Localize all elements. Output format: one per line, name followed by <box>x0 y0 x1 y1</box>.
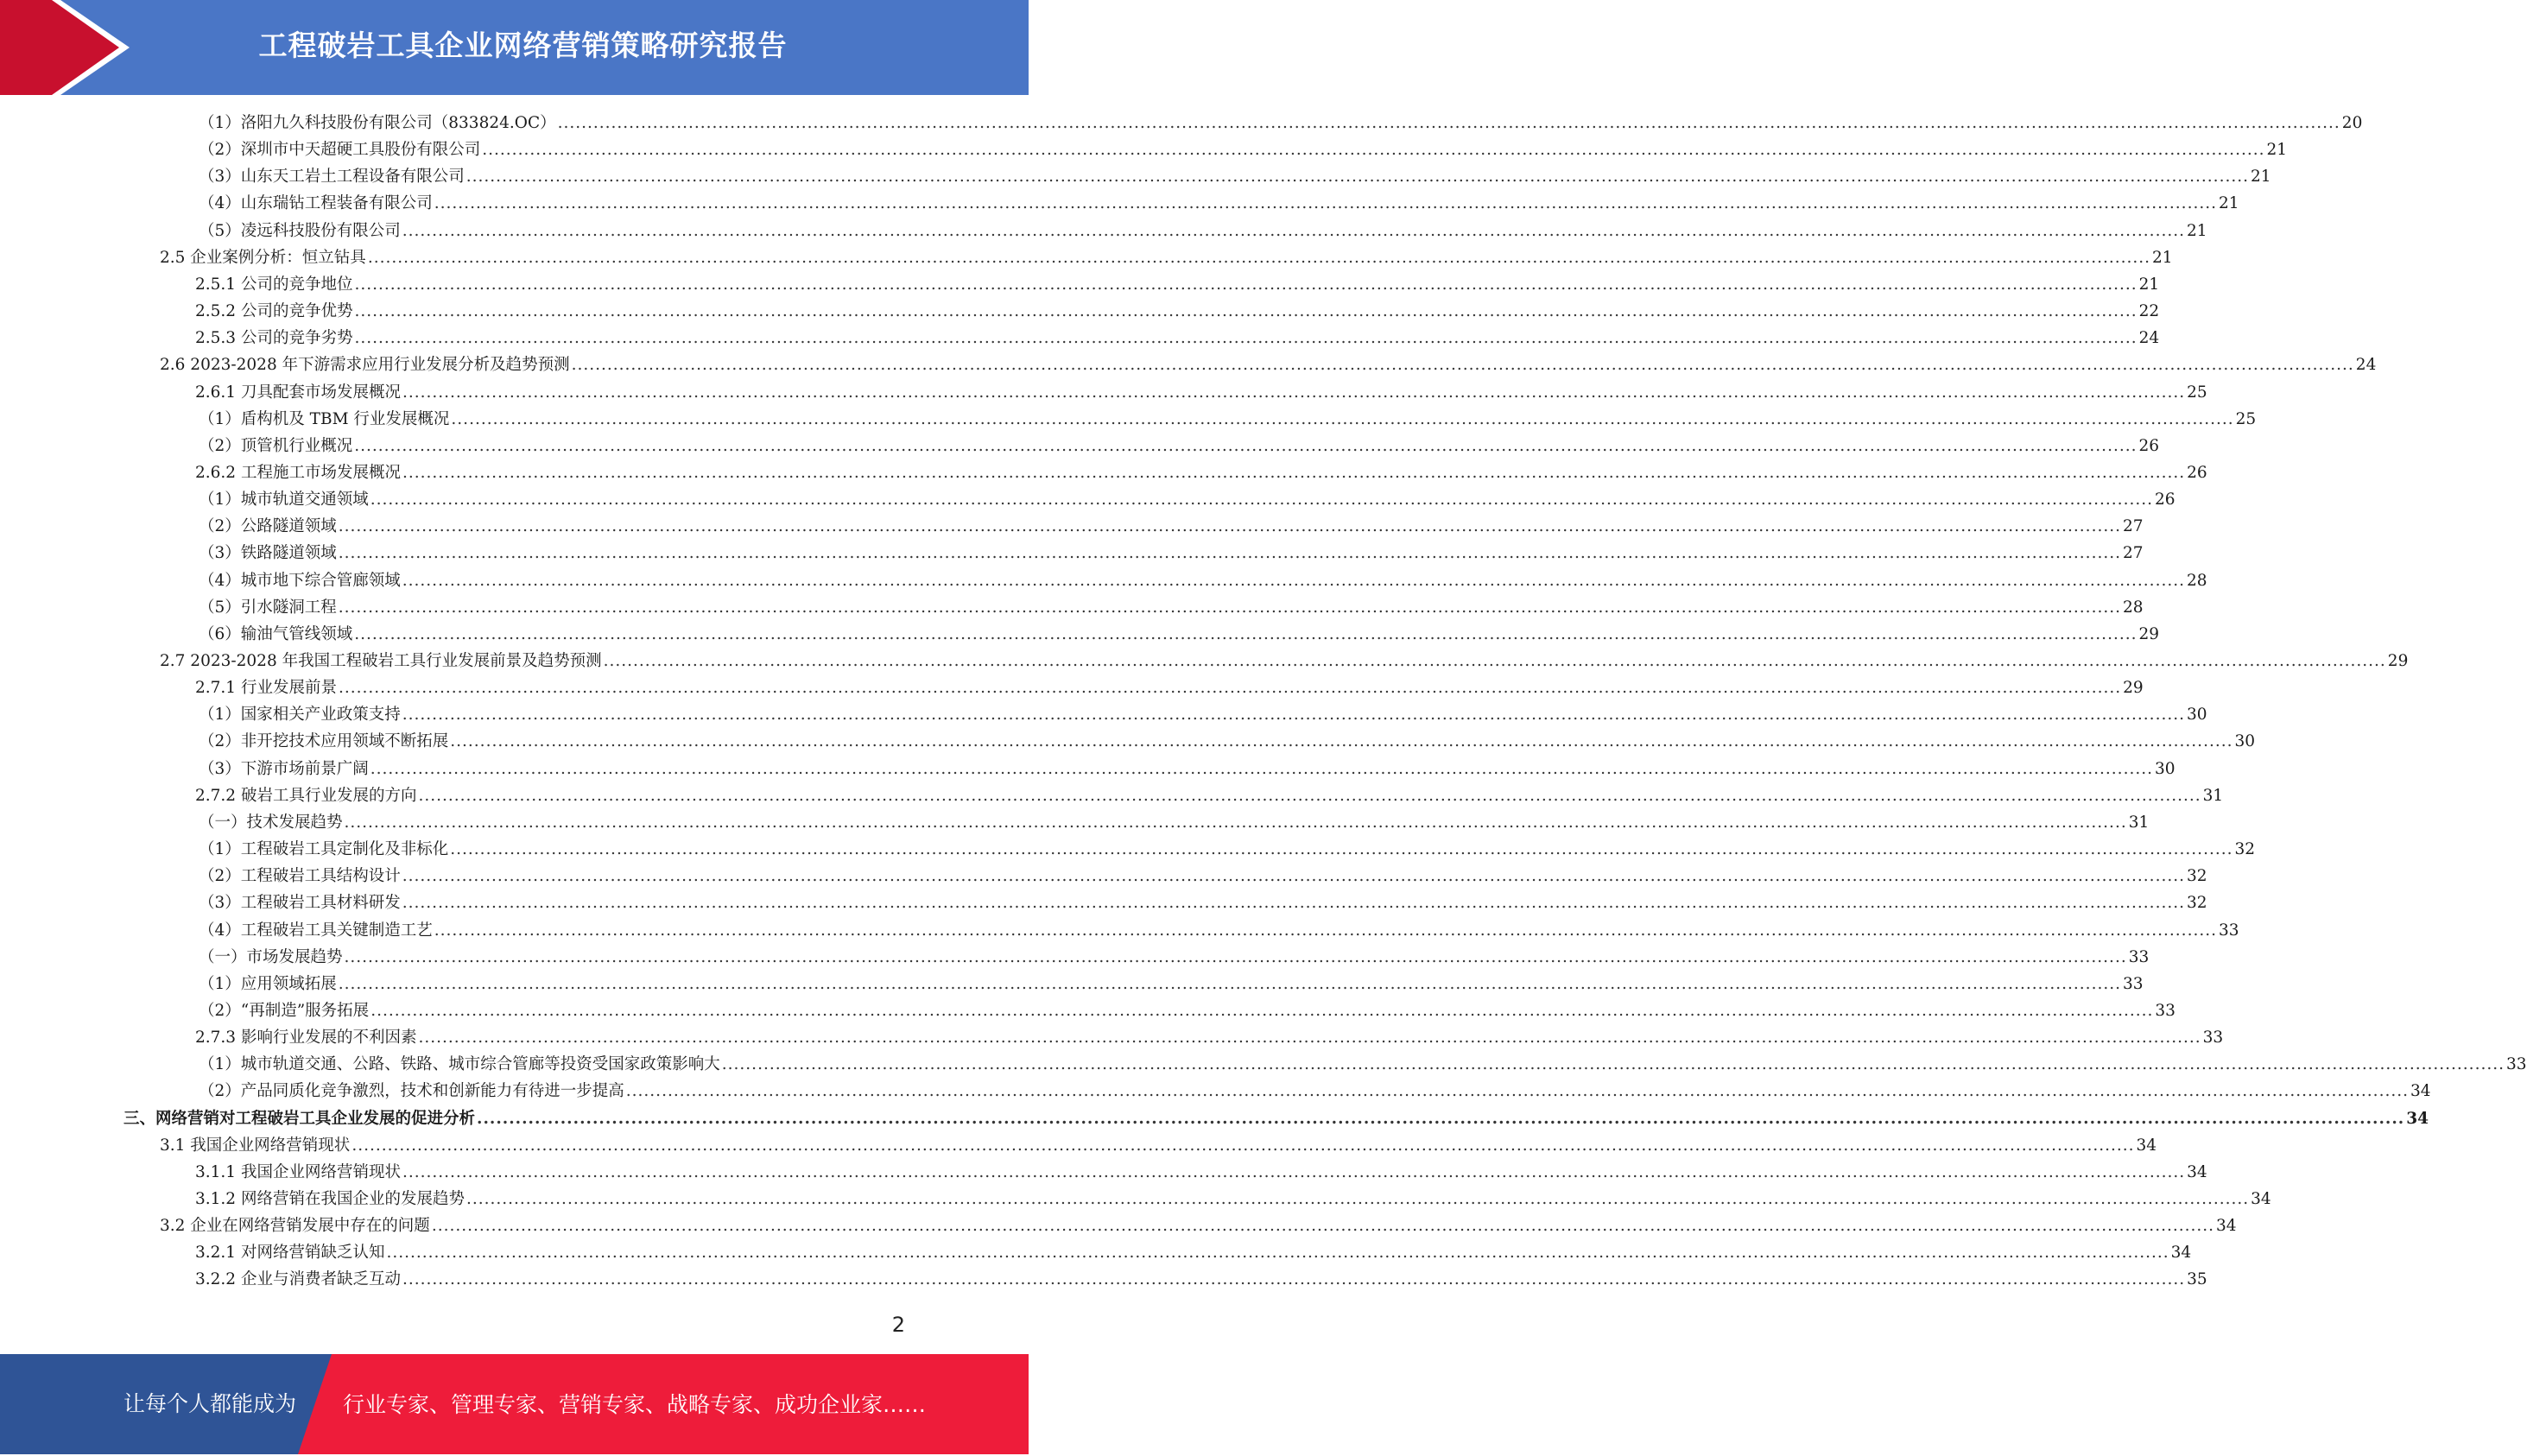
toc-entry-label: （1）城市轨道交通、公路、铁路、城市综合管廊等投资受国家政策影响大 <box>199 1055 720 1074</box>
toc-entry-page: 21 <box>2186 221 2207 240</box>
toc-entry[interactable] <box>195 1239 2192 1266</box>
toc-entry-label: 2.7.2 破岩工具行业发展的方向 <box>195 786 417 805</box>
toc-entry[interactable] <box>199 540 2144 567</box>
toc-entry[interactable] <box>199 190 2239 217</box>
toc-entry[interactable] <box>199 1078 2431 1105</box>
toc-entry-label: （5）引水隧洞工程 <box>199 598 337 617</box>
toc-entry-label: （2）公路隧道领域 <box>199 517 337 536</box>
toc-entry[interactable] <box>199 486 2176 513</box>
toc-entry[interactable] <box>199 756 2176 782</box>
toc-entry-page: 32 <box>2186 894 2207 913</box>
toc-entry-page: 21 <box>2138 275 2160 294</box>
toc-leader-dots: ............................................................................................................................................................................................................................................................................................................ <box>418 1029 2201 1048</box>
toc-entry-page: 33 <box>2122 974 2144 993</box>
toc-leader-dots: ............................................................................................................................................................................................................................................................................................................ <box>477 1109 2405 1128</box>
toc-leader-dots: ............................................................................................................................................................................................................................................................................................................ <box>450 840 2233 859</box>
toc-leader-dots: ............................................................................................................................................................................................................................................................................................................ <box>402 867 2185 886</box>
toc-entry-page: 33 <box>2128 947 2150 966</box>
toc-entry[interactable] <box>160 244 2173 271</box>
toc-entry-label: （2）顶管机行业概况 <box>199 436 353 455</box>
toc-entry-page: 30 <box>2234 732 2256 751</box>
toc-entry-label: （4）城市地下综合管廊领域 <box>199 571 401 590</box>
toc-entry[interactable] <box>160 1212 2237 1239</box>
toc-entry-page: 30 <box>2186 706 2207 725</box>
toc-entry[interactable] <box>195 674 2144 701</box>
toc-leader-dots: ............................................................................................................................................................................................................................................................................................................ <box>603 652 2386 670</box>
toc-entry-label: （3）山东天工岩土工程设备有限公司 <box>199 168 465 187</box>
toc-entry-page: 31 <box>2202 786 2224 805</box>
toc-entry-page: 20 <box>2341 114 2363 132</box>
toc-entry-page: 34 <box>2170 1244 2192 1263</box>
toc-entry-label: （1）洛阳九久科技股份有限公司（833824.OC） <box>199 114 556 132</box>
toc-entry-label: 2.6.1 刀具配套市场发展概况 <box>195 383 401 402</box>
toc-leader-dots: ............................................................................................................................................................................................................................................................................................................ <box>338 974 2121 993</box>
toc-entry[interactable] <box>195 298 2160 325</box>
toc-entry-page: 35 <box>2187 1270 2207 1289</box>
toc-entry[interactable] <box>195 1159 2207 1186</box>
toc-leader-dots: ............................................................................................................................................................................................................................................................................................................ <box>386 1244 2169 1263</box>
toc-leader-dots: ............................................................................................................................................................................................................................................................................................................ <box>344 947 2127 966</box>
toc-entry-page: 29 <box>2138 624 2160 643</box>
toc-entry-page: 21 <box>2266 141 2288 160</box>
toc-entry-page: 25 <box>2235 409 2257 428</box>
toc-entry-label: （3）下游市场前景广阔 <box>199 759 369 778</box>
toc-leader-dots: ............................................................................................................................................................................................................................................................................................................ <box>354 436 2138 455</box>
toc-entry-label: （2）非开挖技术应用领域不断拓展 <box>199 732 449 751</box>
toc-leader-dots: ............................................................................................................................................................................................................................................................................................................ <box>402 221 2185 240</box>
toc-leader-dots: ............................................................................................................................................................................................................................................................................................................ <box>402 1162 2186 1181</box>
toc-entry-page: 26 <box>2187 463 2207 482</box>
toc-entry[interactable] <box>195 1186 2271 1212</box>
toc-entry-page: 27 <box>2122 517 2144 536</box>
toc-leader-dots: ............................................................................................................................................................................................................................................................................................................ <box>625 1082 2409 1101</box>
footer-slogan-left: 让每个人都能成为 <box>124 1391 297 1416</box>
toc-entry-label: （2）工程破岩工具结构设计 <box>199 867 401 886</box>
toc-entry-label: （一）技术发展趋势 <box>199 813 343 832</box>
toc-entry[interactable] <box>160 648 2409 674</box>
toc-entry-label: （3）工程破岩工具材料研发 <box>199 894 401 913</box>
toc-leader-dots: ............................................................................................................................................................................................................................................................................................................ <box>370 759 2153 778</box>
toc-leader-dots: ............................................................................................................................................................................................................................................................................................................ <box>354 275 2138 294</box>
toc-leader-dots: ............................................................................................................................................................................................................................................................................................................ <box>402 571 2185 590</box>
toc-entry[interactable] <box>199 621 2160 648</box>
toc-entry-label: 2.5.3 公司的竞争劣势 <box>195 329 353 348</box>
toc-entry-label: 2.5.2 公司的竞争优势 <box>195 302 353 321</box>
toc-entry[interactable] <box>199 513 2144 540</box>
toc-leader-dots: ............................................................................................................................................................................................................................................................................................................ <box>721 1055 2505 1074</box>
toc-entry-label: （3）铁路隧道领域 <box>199 544 337 563</box>
toc-entry-page: 29 <box>2123 679 2144 698</box>
toc-leader-dots: ............................................................................................................................................................................................................................................................................................................ <box>338 517 2121 536</box>
toc-entry[interactable] <box>199 944 2150 971</box>
toc-entry-page: 26 <box>2154 491 2176 510</box>
toc-entry[interactable] <box>199 136 2288 163</box>
toc-leader-dots: ............................................................................................................................................................................................................................................................................................................ <box>402 706 2185 725</box>
toc-leader-dots: ............................................................................................................................................................................................................................................................................................................ <box>466 168 2249 187</box>
toc-entry-page: 31 <box>2128 813 2150 832</box>
toc-leader-dots: ............................................................................................................................................................................................................................................................................................................ <box>402 383 2186 402</box>
toc-entry[interactable] <box>199 218 2207 244</box>
toc-entry[interactable] <box>199 567 2207 594</box>
toc-leader-dots: ............................................................................................................................................................................................................................................................................................................ <box>482 141 2265 160</box>
toc-entry-label: （1）工程破岩工具定制化及非标化 <box>199 840 449 859</box>
toc-entry[interactable] <box>195 1266 2207 1293</box>
toc-entry[interactable] <box>199 863 2207 889</box>
toc-leader-dots: ............................................................................................................................................................................................................................................................................................................ <box>402 1270 2186 1289</box>
footer-slogan-right: 行业专家、管理专家、营销专家、战略专家、成功企业家…… <box>343 1392 927 1417</box>
report-title: 工程破岩工具企业网络营销策略研究报告 <box>258 28 788 62</box>
toc-leader-dots: ............................................................................................................................................................................................................................................................................................................ <box>402 463 2186 482</box>
toc-entry-page: 21 <box>2250 168 2271 187</box>
toc-entry-page: 34 <box>2406 1109 2429 1128</box>
toc-entry-label: 2.7.3 影响行业发展的不利因素 <box>195 1029 417 1048</box>
toc-entry-page: 21 <box>2152 248 2173 267</box>
toc-leader-dots: ............................................................................................................................................................................................................................................................................................................ <box>434 194 2217 213</box>
toc-entry-label: 2.7.1 行业发展前景 <box>195 679 337 698</box>
page-number: 2 <box>891 1313 905 1337</box>
toc-entry-page: 26 <box>2138 436 2160 455</box>
toc-entry-page: 33 <box>2218 921 2239 940</box>
toc-entry-page: 24 <box>2138 329 2160 348</box>
toc-entry[interactable] <box>199 971 2144 997</box>
toc-entry[interactable] <box>199 110 2363 136</box>
toc-entry-label: （1）盾构机及 TBM 行业发展概况 <box>199 409 450 428</box>
toc-entry-page: 29 <box>2387 652 2409 670</box>
toc-entry-label: 2.5 企业案例分析：恒立钻具 <box>160 248 366 267</box>
toc-entry-label: 3.1.1 我国企业网络营销现状 <box>195 1162 401 1181</box>
toc-entry-page: 33 <box>2155 1001 2176 1020</box>
toc-leader-dots: ............................................................................................................................................................................................................................................................................................................ <box>434 921 2217 940</box>
toc-entry-label: 3.2.2 企业与消费者缺乏互动 <box>195 1270 401 1289</box>
toc-leader-dots: ............................................................................................................................................................................................................................................................................................................ <box>571 356 2354 375</box>
toc-leader-dots: ............................................................................................................................................................................................................................................................................................................ <box>338 598 2121 617</box>
toc-entry[interactable] <box>199 809 2150 836</box>
toc-entry-page: 33 <box>2202 1029 2224 1048</box>
toc-entry-page: 34 <box>2136 1136 2157 1155</box>
toc-entry-label: （1）国家相关产业政策支持 <box>199 706 401 725</box>
toc-entry[interactable] <box>195 271 2160 298</box>
toc-entry-label: （一）市场发展趋势 <box>199 947 343 966</box>
toc-entry-label: （2）深圳市中天超硬工具股份有限公司 <box>199 141 481 160</box>
toc-entry-label: （1）城市轨道交通领域 <box>199 491 369 510</box>
toc-entry[interactable] <box>199 433 2160 459</box>
toc-entry-page: 25 <box>2187 383 2207 402</box>
toc-entry-label: （6）输油气管线领域 <box>199 624 353 643</box>
toc-entry-page: 34 <box>2216 1217 2237 1236</box>
toc-entry[interactable] <box>199 594 2144 621</box>
toc-leader-dots: ............................................................................................................................................................................................................................................................................................................ <box>354 302 2138 321</box>
toc-leader-dots: ............................................................................................................................................................................................................................................................................................................ <box>402 894 2185 913</box>
toc-entry-label: （2）产品同质化竞争激烈，技术和创新能力有待进一步提高 <box>199 1082 624 1101</box>
toc-entry-page: 34 <box>2410 1082 2431 1101</box>
toc-entry-label: （1）应用领域拓展 <box>199 974 337 993</box>
toc-entry[interactable] <box>160 1132 2157 1159</box>
toc-entry-page: 32 <box>2186 867 2207 886</box>
footer-banner <box>0 1354 1029 1454</box>
toc-entry[interactable] <box>199 728 2256 755</box>
toc-entry-label: （4）工程破岩工具关键制造工艺 <box>199 921 433 940</box>
toc-leader-dots: ............................................................................................................................................................................................................................................................................................................ <box>466 1190 2250 1208</box>
toc-entry-label: 2.7 2023-2028 年我国工程破岩工具行业发展前景及趋势预测 <box>160 652 602 670</box>
report-header <box>0 0 1029 95</box>
toc-leader-dots: ............................................................................................................................................................................................................................................................................................................ <box>450 732 2233 751</box>
toc-entry-page: 34 <box>2187 1162 2207 1181</box>
toc-entry-label: 三、网络营销对工程破岩工具企业发展的促进分析 <box>124 1109 476 1128</box>
toc-leader-dots: ............................................................................................................................................................................................................................................................................................................ <box>370 491 2153 510</box>
toc-entry-label: 2.6 2023-2028 年下游需求应用行业发展分析及趋势预测 <box>160 356 570 375</box>
toc-entry-page: 34 <box>2251 1190 2271 1208</box>
toc-leader-dots: ............................................................................................................................................................................................................................................................................................................ <box>352 1136 2135 1155</box>
toc-entry-label: 3.1 我国企业网络营销现状 <box>160 1136 351 1155</box>
toc-entry-page: 30 <box>2154 759 2176 778</box>
toc-entry-page: 32 <box>2234 840 2256 859</box>
toc-leader-dots: ............................................................................................................................................................................................................................................................................................................ <box>338 679 2122 698</box>
toc-entry-page: 21 <box>2218 194 2239 213</box>
toc-leader-dots: ............................................................................................................................................................................................................................................................................................................ <box>557 114 2340 132</box>
toc-entry[interactable] <box>199 889 2207 916</box>
toc-entry[interactable] <box>199 836 2256 863</box>
toc-entry-page: 33 <box>2505 1055 2527 1074</box>
toc-leader-dots: ............................................................................................................................................................................................................................................................................................................ <box>418 786 2201 805</box>
toc-leader-dots: ............................................................................................................................................................................................................................................................................................................ <box>354 624 2138 643</box>
toc-entry[interactable] <box>195 459 2207 486</box>
toc-entry-page: 28 <box>2186 571 2207 590</box>
toc-entry-page: 28 <box>2122 598 2144 617</box>
toc-entry-label: （5）凌远科技股份有限公司 <box>199 221 401 240</box>
toc-leader-dots: ............................................................................................................................................................................................................................................................................................................ <box>338 544 2121 563</box>
toc-entry-label: 3.2 企业在网络营销发展中存在的问题 <box>160 1217 430 1236</box>
toc-entry-label: 2.5.1 公司的竞争地位 <box>195 275 353 294</box>
toc-entry-label: 2.6.2 工程施工市场发展概况 <box>195 463 401 482</box>
toc-leader-dots: ............................................................................................................................................................................................................................................................................................................ <box>344 813 2127 832</box>
toc-entry[interactable] <box>199 406 2257 433</box>
toc-entry[interactable] <box>195 1024 2224 1051</box>
toc-entry-label: 3.1.2 网络营销在我国企业的发展趋势 <box>195 1190 465 1208</box>
toc-entry[interactable] <box>199 1051 2527 1078</box>
toc-entry[interactable] <box>195 379 2207 406</box>
toc-entry[interactable] <box>195 325 2160 351</box>
toc-entry[interactable] <box>195 782 2224 809</box>
toc-leader-dots: ............................................................................................................................................................................................................................................................................................................ <box>370 1001 2154 1020</box>
toc-entry[interactable] <box>199 701 2207 728</box>
toc-leader-dots: ............................................................................................................................................................................................................................................................................................................ <box>367 248 2150 267</box>
toc-entry[interactable] <box>199 163 2271 190</box>
toc-entry[interactable] <box>160 351 2377 378</box>
toc-entry-label: （4）山东瑞钻工程装备有限公司 <box>199 194 433 213</box>
toc-entry-label: 3.2.1 对网络营销缺乏认知 <box>195 1244 385 1263</box>
toc-entry[interactable] <box>124 1105 2429 1132</box>
toc-entry-page: 24 <box>2355 356 2377 375</box>
toc-entry-page: 27 <box>2122 544 2144 563</box>
toc-leader-dots: ............................................................................................................................................................................................................................................................................................................ <box>451 409 2234 428</box>
toc-entry-page: 22 <box>2138 302 2160 321</box>
toc-leader-dots: ............................................................................................................................................................................................................................................................................................................ <box>354 329 2138 348</box>
toc-entry-label: （2）“再制造”服务拓展 <box>199 1001 370 1020</box>
toc-entry[interactable] <box>199 917 2239 944</box>
toc-entry[interactable] <box>199 997 2176 1024</box>
toc-leader-dots: ............................................................................................................................................................................................................................................................................................................ <box>431 1217 2214 1236</box>
